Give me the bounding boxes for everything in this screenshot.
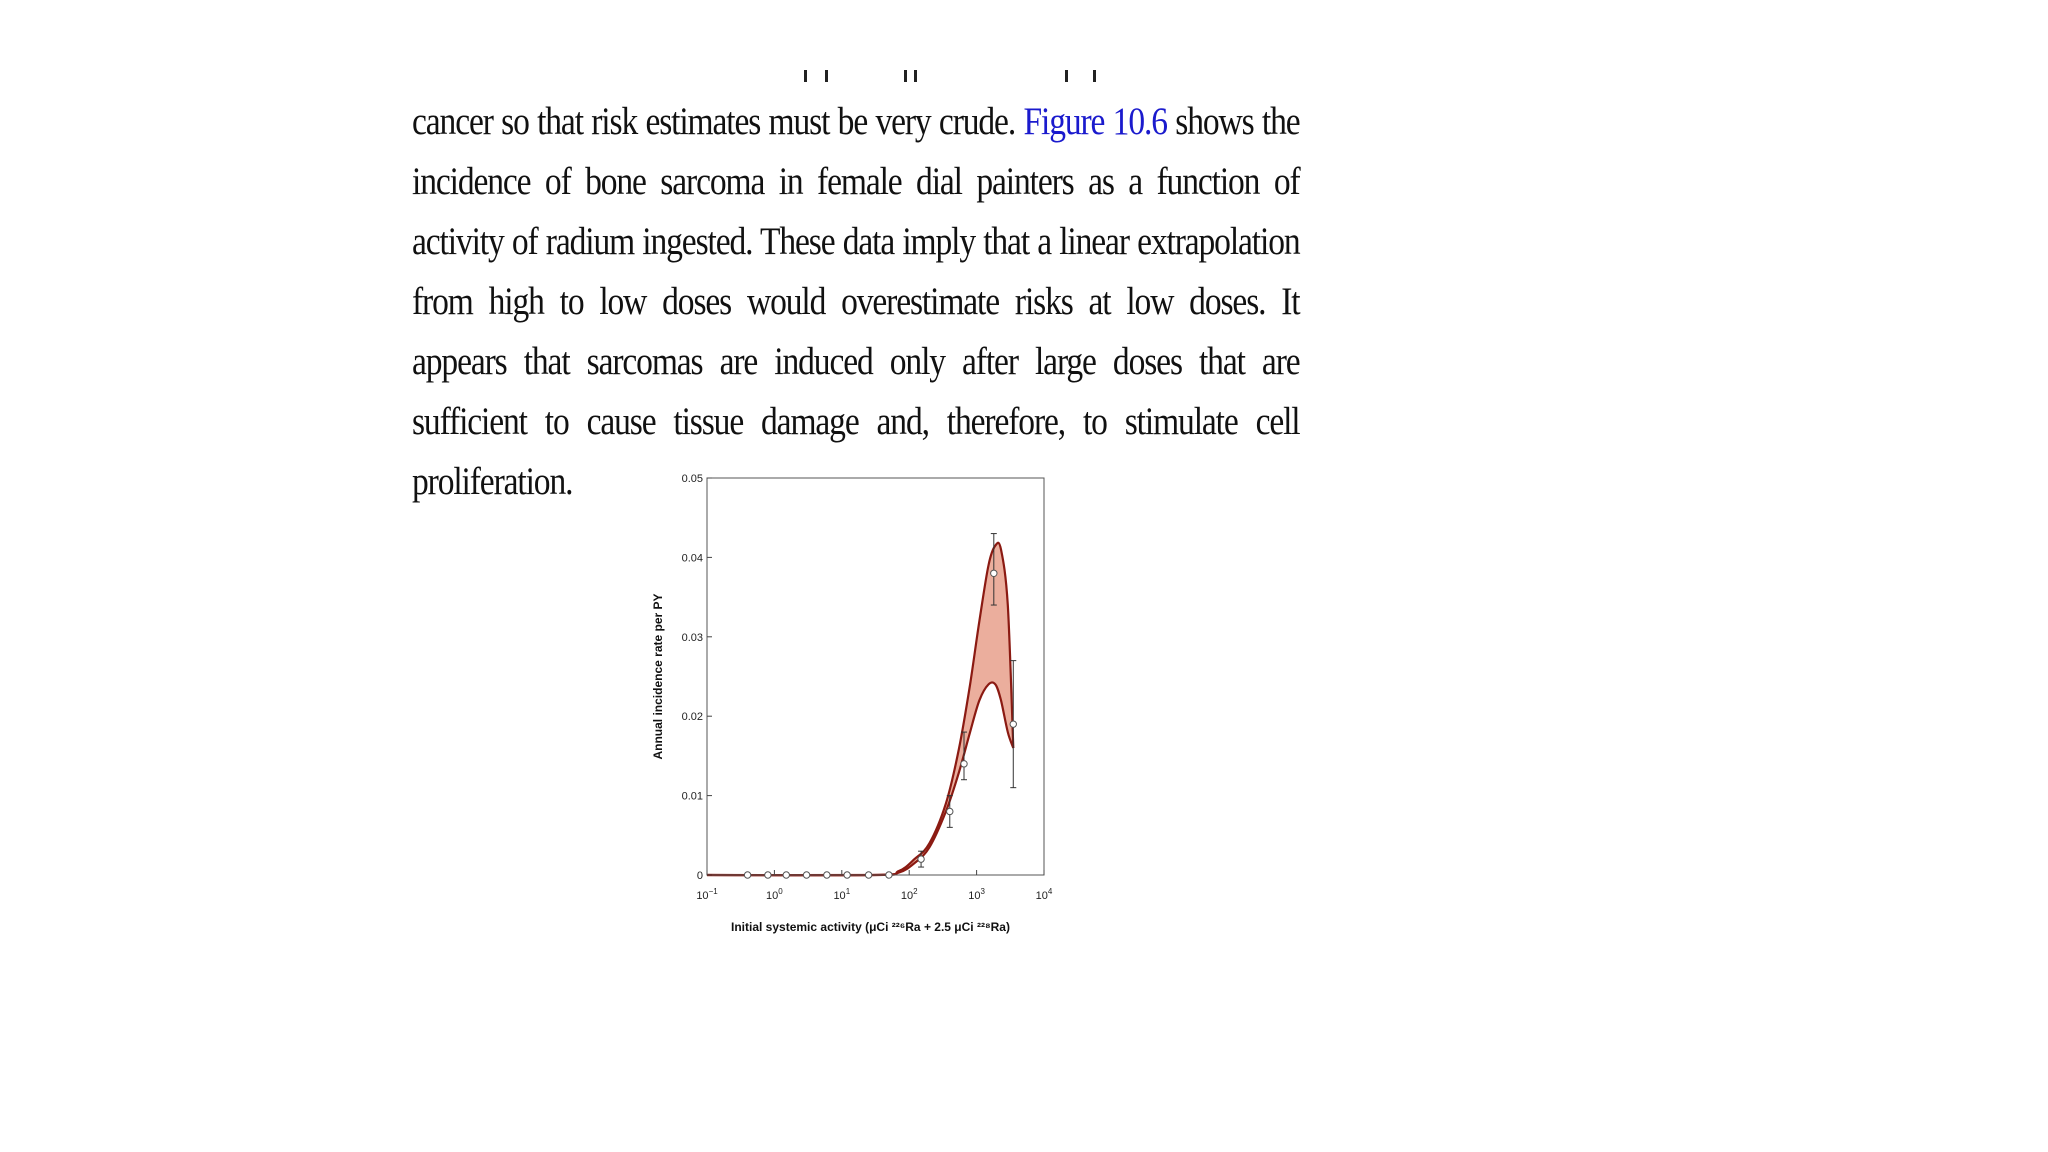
y-axis-title: Annual incidence rate per PY bbox=[651, 593, 665, 760]
clipped-previous-line bbox=[412, 50, 1300, 82]
y-tick-label: 0 bbox=[696, 870, 703, 882]
x-tick-label: $10^0$ bbox=[766, 887, 783, 902]
data-point bbox=[961, 761, 967, 767]
data-point bbox=[783, 872, 789, 878]
data-point bbox=[824, 872, 830, 878]
data-point bbox=[886, 872, 892, 878]
y-tick-label: 0.02 bbox=[681, 711, 703, 724]
clipped-glyph bbox=[914, 70, 917, 82]
x-tick-label: $10^3$ bbox=[968, 887, 985, 902]
paragraph-text-start: cancer so that risk estimates must be very crude. bbox=[412, 100, 1024, 143]
x-tick-label: $10^1$ bbox=[833, 887, 851, 902]
clipped-glyph bbox=[804, 70, 807, 82]
figure-link[interactable]: Figure 10.6 bbox=[1023, 100, 1167, 143]
data-point bbox=[1010, 721, 1016, 727]
x-tick-label: $10^2$ bbox=[900, 887, 918, 902]
paragraph-text-rest: shows the incidence of bone sarcoma in female dial painters as a function of activity of radium ingested. These data imply that a linear extrapolation from high to low doses would overestimate risks at low doses. It appears that sarcomas are induced only after large doses that are sufficient to cause tissue damage and, therefore, to stimulate cell proliferation. bbox=[412, 100, 1300, 503]
data-point bbox=[744, 872, 750, 878]
body-paragraph bbox=[412, 92, 1300, 512]
data-point bbox=[765, 872, 771, 878]
y-tick-label: 0.03 bbox=[681, 631, 703, 644]
clipped-glyph bbox=[904, 70, 907, 82]
clipped-glyph bbox=[1065, 70, 1068, 82]
figure bbox=[650, 465, 1070, 955]
x-axis-title: Initial systemic activity (μCi ²²⁶Ra + 2.5 μCi ²²⁸Ra) bbox=[731, 920, 1010, 934]
data-point bbox=[947, 808, 953, 814]
y-tick-label: 0.04 bbox=[681, 552, 703, 565]
x-tick-label: $10^4$ bbox=[1035, 887, 1053, 902]
x-tick-label: $10^{-1}$ bbox=[696, 887, 718, 902]
data-point bbox=[865, 872, 871, 878]
data-point bbox=[844, 872, 850, 878]
data-point bbox=[803, 872, 809, 878]
y-tick-label: 0.05 bbox=[681, 473, 703, 485]
incidence-chart bbox=[650, 465, 1070, 955]
y-tick-label: 0.01 bbox=[681, 790, 703, 803]
clipped-glyph bbox=[1093, 70, 1096, 82]
clipped-glyph bbox=[825, 70, 828, 82]
data-point bbox=[918, 856, 924, 862]
confidence-band bbox=[707, 543, 1013, 876]
data-point bbox=[991, 570, 997, 576]
